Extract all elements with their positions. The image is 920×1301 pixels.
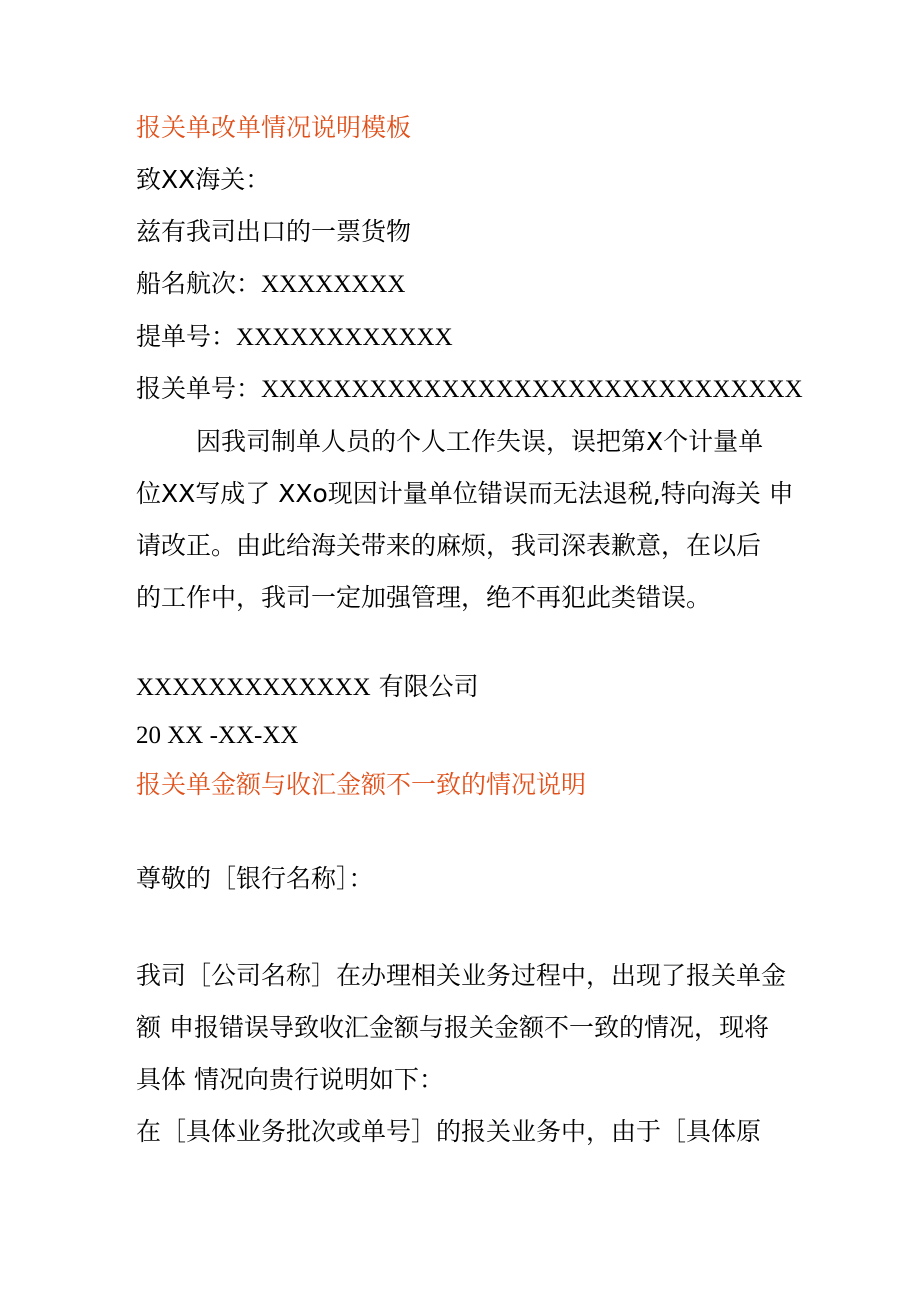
body-line: 具体 情况向贵行说明如下： [136, 1065, 444, 1094]
body-line: 请改正。由此给海关带来的麻烦，我司深表歉意，在以后 [136, 531, 762, 560]
ship-voyage-label: 船名航次： [136, 269, 262, 298]
ship-voyage-value: XXXXXXXX [261, 271, 406, 298]
declaration-number-value: XXXXXXXXXXXXXXXXXXXXXXXXXXXXXX [261, 376, 803, 403]
ship-voyage-row [136, 267, 405, 302]
doc1-title: 报关单改单情况说明模板 [136, 113, 412, 142]
body-line: 我司［公司名称］在办理相关业务过程中，出现了报关单金 [136, 961, 787, 990]
declaration-number-label: 报关单号： [136, 374, 262, 403]
doc2-paragraph-1 [136, 950, 796, 1106]
body-line: 的工作中，我司一定加强管理，绝不再犯此类错误。 [136, 583, 712, 612]
declaration-number-row [136, 372, 803, 407]
company-suffix: 有限公司 [370, 672, 479, 701]
bill-of-lading-row [136, 320, 453, 355]
doc1-intro: 兹有我司出口的一票货物 [136, 217, 412, 246]
body-line: 位XX写成了 XXo现因计量单位错误而无法退税,特向海关 申 [136, 479, 794, 508]
doc2-salutation: 尊敬的［银行名称］： [136, 864, 374, 893]
doc1-addressee: 致XX海关： [136, 165, 271, 194]
body-line: 因我司制单人员的个人工作失误，误把第X个计量单 [196, 427, 764, 456]
doc1-body-paragraph [136, 416, 796, 624]
doc2-title: 报关单金额与收汇金额不一致的情况说明 [136, 770, 587, 799]
company-signature [136, 670, 479, 705]
signature-date: 20 XX -XX-XX [136, 722, 299, 749]
doc2-paragraph-2: 在［具体业务批次或单号］的报关业务中，由于［具体原 [136, 1117, 762, 1146]
company-name-placeholder: XXXXXXXXXXXXX [136, 674, 371, 701]
bill-of-lading-label: 提单号： [136, 322, 237, 351]
body-line: 额 申报错误导致收汇金额与报关金额不一致的情况，现将 [136, 1013, 769, 1042]
bill-of-lading-value: XXXXXXXXXXXX [236, 324, 453, 351]
